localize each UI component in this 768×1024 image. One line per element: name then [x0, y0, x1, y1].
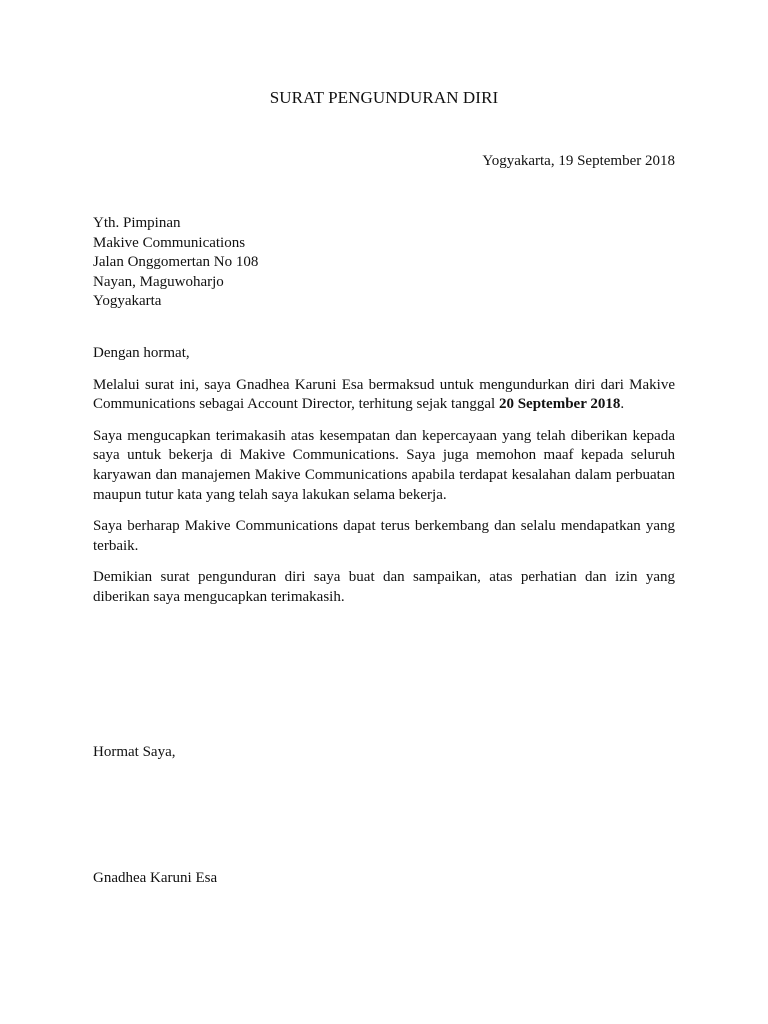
recipient-line: Makive Communications [93, 234, 246, 251]
paragraph-text: . [620, 396, 625, 413]
paragraph-text: Melalui surat ini, saya Gnadhea Karuni Esa bermaksud untuk mengundurkan diri dari Makive Communications sebagai Account Director, terhitung sejak tanggal [93, 376, 675, 413]
greeting: Dengan hormat, [93, 345, 190, 361]
recipient-line: Yth. Pimpinan [93, 215, 181, 231]
recipient-line: Yogyakarta [93, 293, 162, 310]
paragraph-closing: Demikian surat pengunduran diri saya buat dan sampaikan, atas perhatian dan izin yang diberikan saya mengucapkan terimakasih. [93, 569, 675, 605]
paragraph-resignation [93, 376, 675, 415]
letter-title: SURAT PENGUNDURAN DIRI [269, 88, 499, 107]
signer-name: Gnadhea Karuni Esa [93, 870, 218, 886]
recipient-line: Jalan Onggomertan No 108 [93, 254, 259, 271]
paragraph-thanks: Saya mengucapkan terimakasih atas kesempatan dan kepercayaan yang telah diberikan kepada saya untuk bekerja di Makive Communications. Saya juga memohon maaf kepada seluruh karyawan dan manajemen Makive Communications apabila terdapat kesalahan dalam perbuatan maupun tutur kata yang telah saya lakukan selama bekerja. [93, 427, 675, 503]
recipient-line: Nayan, Maguwoharjo [93, 273, 224, 290]
recipient-address [93, 214, 258, 312]
paragraph-hope: Saya berharap Makive Communications dapat terus berkembang dan selalu mendapatkan yang terbaik. [93, 518, 675, 554]
letter-body [93, 344, 675, 620]
closing-salutation: Hormat Saya, [93, 744, 176, 760]
place-date: Yogyakarta, 19 September 2018 [482, 153, 675, 169]
effective-date: 20 September 2018 [498, 396, 621, 413]
